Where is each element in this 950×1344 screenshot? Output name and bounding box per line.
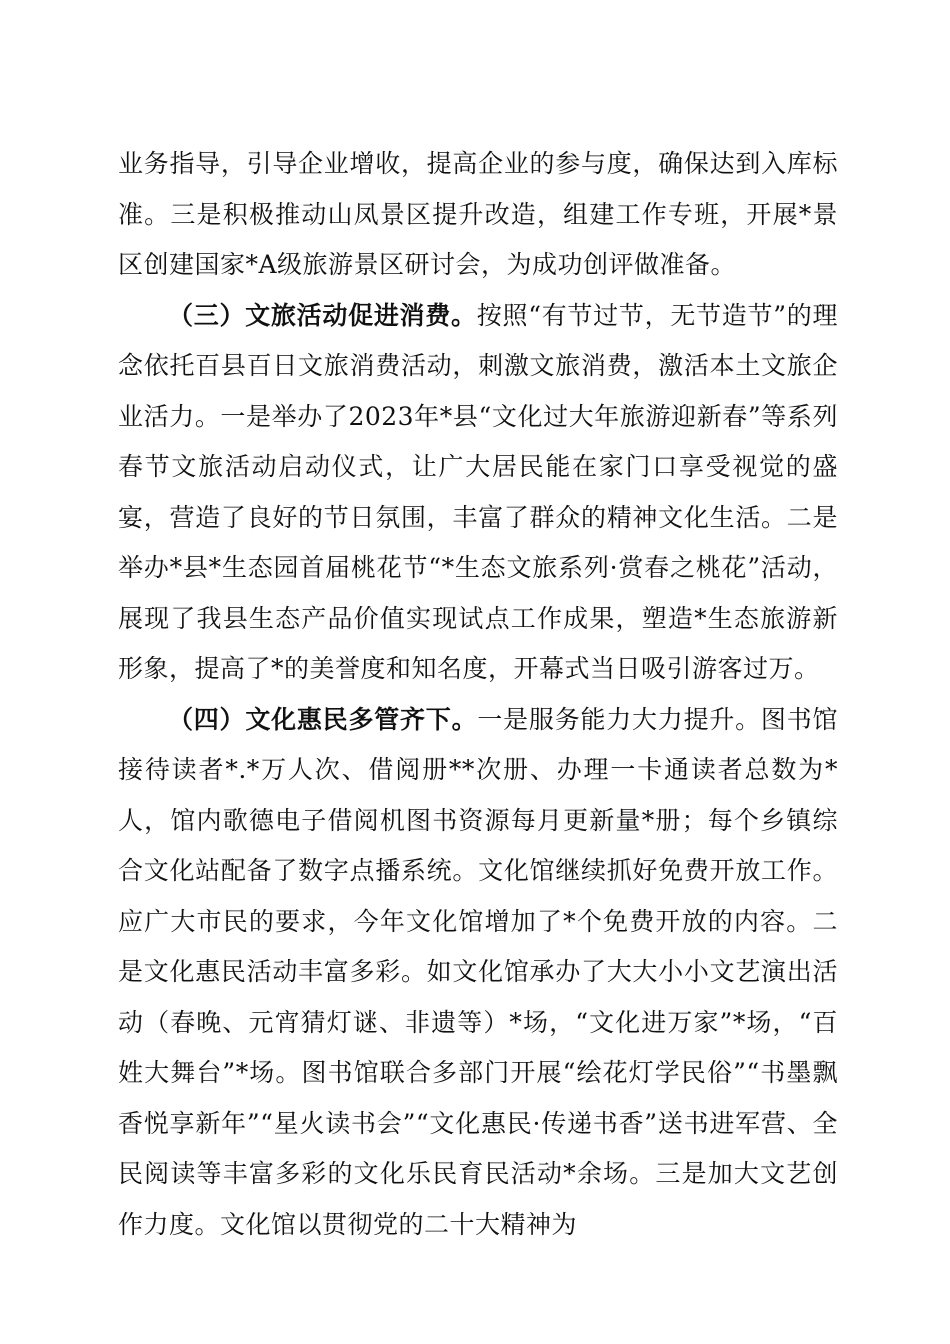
paragraph-continuation bbox=[118, 139, 838, 291]
document-body bbox=[118, 139, 838, 1250]
section-heading: （三）文旅活动促进消费。 bbox=[168, 300, 477, 330]
paragraph-text: 按照“有节过节，无节造节”的理念依托百县百日文旅消费活动，刺激文旅消费，激活本土文旅企业活力。一是举办了2023年*县“文化过大年旅游迎新春”等系列春节文旅活动启动仪式，让广大居民能在家门口享受视觉的盛宴，营造了良好的节日氛围，丰富了群众的精神文化生活。二是举办*县*生态园首届桃花节“*生态文旅系列·赏春之桃花”活动，展现了我县生态产品价值实现试点工作成果，塑造*生态旅游新形象，提高了*的美誉度和知名度，开幕式当日吸引游客过万。 bbox=[118, 300, 838, 683]
paragraph-section-three bbox=[118, 291, 838, 695]
section-heading: （四）文化惠民多管齐下。 bbox=[168, 704, 478, 734]
paragraph-text: 一是服务能力大力提升。图书馆接待读者*.*万人次、借阅册**次册、办理一卡通读者总数为*人，馆内歌德电子借阅机图书资源每月更新量*册；每个乡镇综合文化站配备了数字点播系统。文化馆继续抓好免费开放工作。应广大市民的要求，今年文化馆增加了*个免费开放的内容。二是文化惠民活动丰富多彩。如文化馆承办了大大小小文艺演出活动（春晚、元宵猜灯谜、非遗等）*场，“文化进万家”*场，“百姓大舞台”*场。图书馆联合多部门开展“绘花灯学民俗”“书墨飘香悦享新年”“星火读书会”“文化惠民·传递书香”送书进军营、全民阅读等丰富多彩的文化乐民育民活动*余场。三是加大文艺创作力度。文化馆以贯彻党的二十大精神为 bbox=[118, 704, 838, 1239]
paragraph-text: 业务指导，引导企业增收，提高企业的参与度，确保达到入库标准。三是积极推动山凤景区提升改造，组建工作专班，开展*景区创建国家*A级旅游景区研讨会，为成功创评做准备。 bbox=[118, 149, 838, 279]
paragraph-section-four bbox=[118, 695, 838, 1251]
